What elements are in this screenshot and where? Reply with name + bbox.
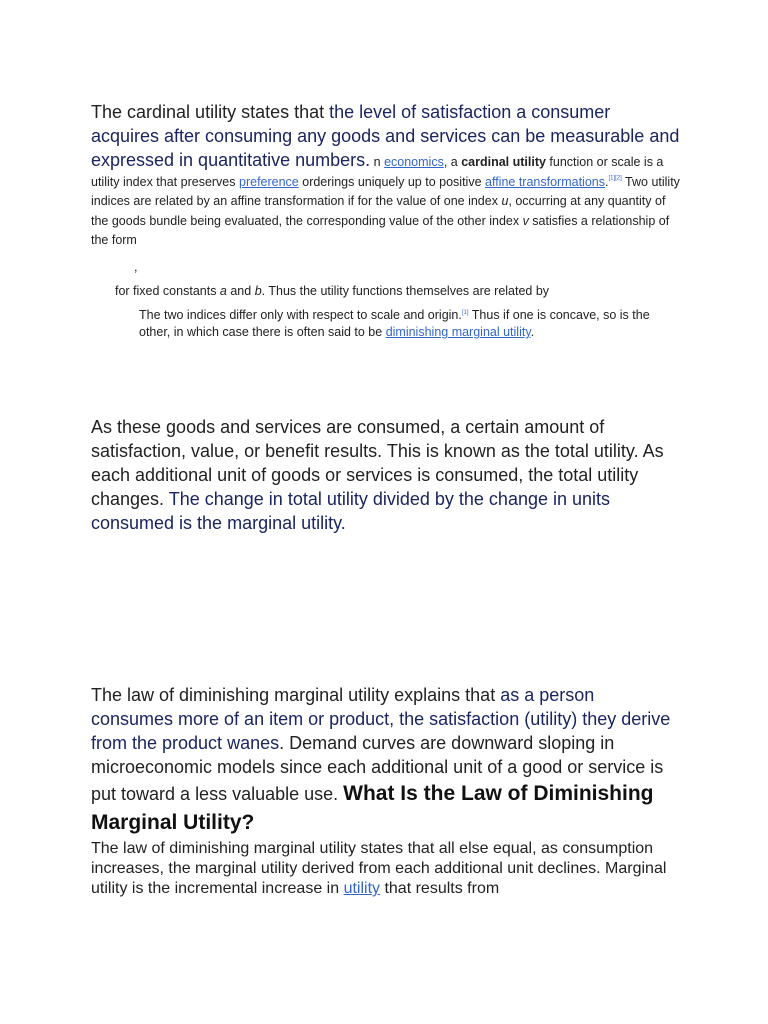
text: n [370, 155, 385, 169]
text: . [530, 325, 535, 340]
text: The law of diminishing marginal utility states that all else equal, as consumption increases, the marginal utility derived from each additional unit declines. Marginal utility is the incremental increase in [91, 840, 667, 897]
paragraph-cardinal-utility [91, 100, 681, 251]
text: function or scale is a utility index that preserves [91, 155, 664, 189]
text: and [226, 284, 255, 298]
bold-term: cardinal utility [461, 155, 546, 169]
text: The cardinal utility states that [91, 102, 330, 122]
text: for fixed constants [115, 284, 220, 298]
paragraph-total-utility [91, 415, 681, 535]
link-diminishing-marginal-utility[interactable]: diminishing marginal utility [385, 325, 531, 340]
highlighted-text: The change in total utility divided by the change in units consumed is the marginal utility. [91, 489, 611, 533]
text: . [604, 174, 609, 189]
text: As these goods and services are consumed, a certain amount of satisfaction, value, or benefit results. This is known as the total utility. As each additional unit of goods or services is consumed, the total utility changes. [91, 417, 664, 509]
variable: b [254, 284, 262, 298]
text: Thus if one is concave, so is the other, in which case there is often said to be [139, 308, 650, 340]
section-heading: What Is the Law of Diminishing Marginal Utility? [91, 782, 654, 834]
paragraph-law-definition [91, 839, 681, 899]
highlighted-text: as a person consumes more of an item or product, the satisfaction (utility) they derive from the product wanes [91, 685, 671, 753]
text: that results from [380, 880, 500, 897]
variable: v [522, 213, 529, 228]
citation-ref[interactable]: [1] [461, 310, 469, 316]
link-affine-transformations[interactable]: affine transformations [485, 174, 605, 189]
text: orderings uniquely up to positive [298, 174, 485, 189]
highlighted-text: the level of satisfaction a consumer acquires after consuming any goods and services can be measurable and expressed in quantitative numbers. [91, 102, 680, 170]
link-preference[interactable]: preference [239, 174, 299, 189]
link-economics[interactable]: economics [384, 155, 444, 169]
paragraph-law-diminishing [91, 683, 681, 837]
variable: a [219, 284, 227, 298]
text: , occurring at any quantity of the goods bundle being evaluated, the corresponding value of the other index [91, 194, 666, 228]
link-utility[interactable]: utility [343, 880, 381, 897]
paragraph-fixed-constants [115, 282, 685, 302]
text: . Thus the utility functions themselves are related by [261, 284, 550, 298]
paragraph-indices [139, 305, 684, 341]
citation-ref[interactable]: [1][2] [608, 175, 622, 182]
text: . Demand curves are downward sloping in microeconomic models since each additional unit of a good or service is put toward a less valuable use. [91, 733, 664, 804]
text: , a [443, 155, 462, 169]
text: satisfies a relationship of the form [91, 213, 670, 247]
text: Two utility indices are related by an affine transformation if for the value of one index [91, 174, 680, 208]
text: The two indices differ only with respect to scale and origin. [139, 308, 462, 323]
text: The law of diminishing marginal utility explains that [91, 685, 501, 705]
variable: u [501, 194, 509, 208]
formula-placeholder: , [134, 260, 138, 274]
